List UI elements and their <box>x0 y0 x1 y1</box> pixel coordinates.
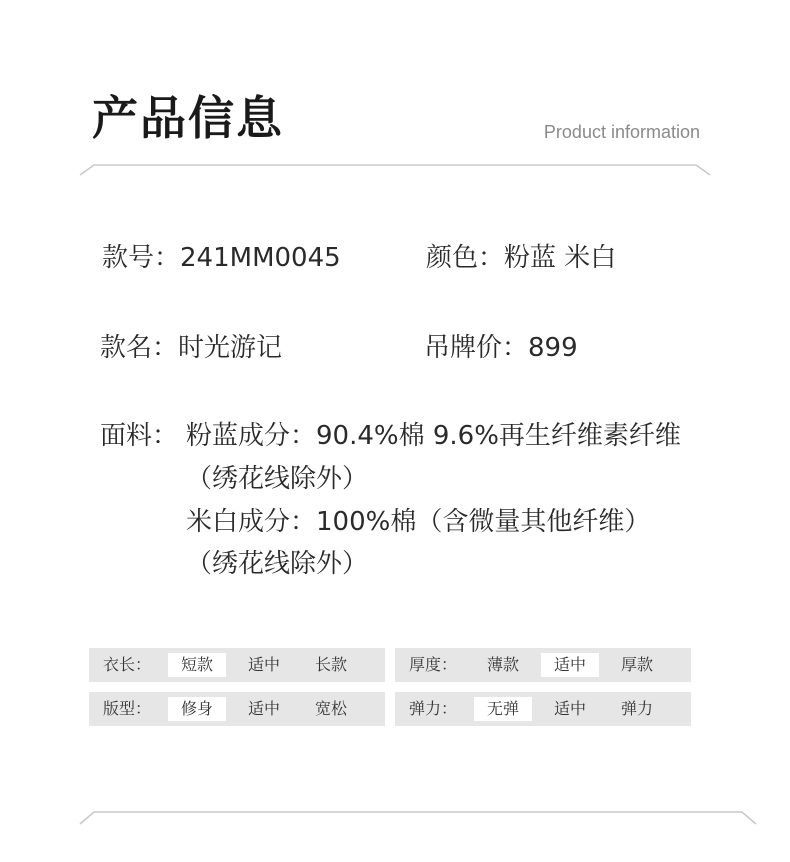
fabric-line: 米白成分：100%棉（含微量其他纤维） <box>186 507 651 537</box>
style-name-label: 款名： <box>100 333 179 363</box>
attribute-option: 适中 <box>553 699 586 718</box>
fabric-line: （绣花线除外） <box>186 464 369 494</box>
attribute-option: 适中 <box>541 653 599 677</box>
attribute-label: 衣长： <box>103 655 152 674</box>
attribute-option: 薄款 <box>486 655 519 674</box>
style-number-label: 款号： <box>102 243 181 273</box>
attribute-option: 长款 <box>314 655 347 674</box>
color-label: 颜色： <box>426 243 505 273</box>
tag-price <box>424 330 578 366</box>
attribute-option: 弹力 <box>620 699 653 718</box>
tag-price-value: 899 <box>528 333 578 363</box>
style-number <box>102 240 341 276</box>
attribute-option: 厚款 <box>620 655 653 674</box>
color-spec <box>426 240 616 276</box>
attribute-stretch <box>395 692 691 726</box>
attribute-option: 无弹 <box>474 697 532 721</box>
attribute-option: 适中 <box>247 699 280 718</box>
page-title: 产品信息 <box>92 91 284 145</box>
style-name-value: 时光游记 <box>178 333 283 363</box>
style-number-value: 241MM0045 <box>180 243 341 273</box>
attribute-length <box>89 648 385 682</box>
attribute-thickness <box>395 648 691 682</box>
attribute-option: 短款 <box>168 653 226 677</box>
fabric-label: 面料： <box>100 421 179 451</box>
color-value: 粉蓝 米白 <box>504 243 617 273</box>
page-subtitle: Product information <box>543 122 700 142</box>
attribute-option: 修身 <box>168 697 226 721</box>
attribute-option: 宽松 <box>314 699 347 718</box>
style-name <box>100 330 282 366</box>
top-divider <box>0 160 790 180</box>
fabric-line: 粉蓝成分：90.4%棉 9.6%再生纤维素纤维 <box>186 421 681 451</box>
fabric-line: （绣花线除外） <box>186 549 369 579</box>
attribute-label: 弹力： <box>409 699 458 718</box>
tag-price-label: 吊牌价： <box>424 333 529 363</box>
attribute-fit <box>89 692 385 726</box>
bottom-divider <box>0 806 790 826</box>
attribute-label: 厚度： <box>409 655 458 674</box>
attribute-label: 版型： <box>103 699 152 718</box>
attribute-option: 适中 <box>247 655 280 674</box>
